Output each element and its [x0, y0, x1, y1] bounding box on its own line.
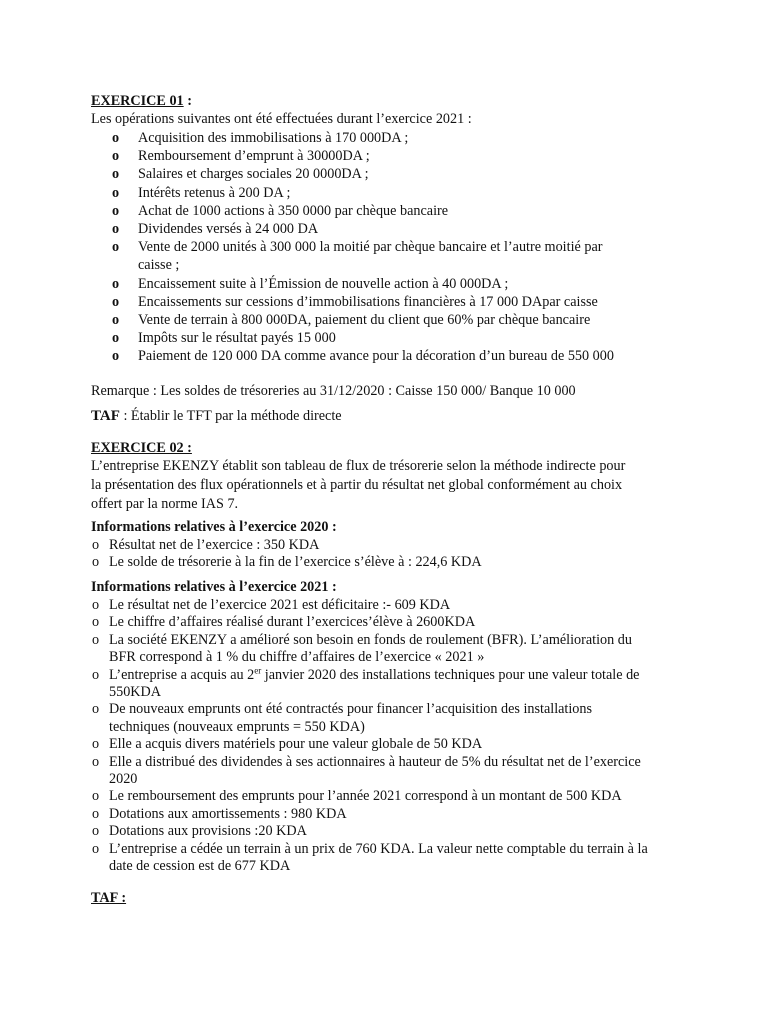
list-item: o Elle a distribué des dividendes à ses actionnaires à hauteur de 5% du résultat net de l’exercice	[92, 753, 641, 770]
info-2021-heading: Informations relatives à l’exercice 2021 :	[91, 579, 337, 595]
list-item: o Dividendes versés à 24 000 DA	[112, 221, 319, 238]
list-item-continuation: BFR correspond à 1 % du chiffre d’affaires de l’exercice « 2021 »	[109, 649, 485, 666]
exercise-1-heading	[91, 93, 192, 110]
list-item: o Impôts sur le résultat payés 15 000	[112, 330, 336, 347]
bullet-icon: o	[92, 614, 100, 631]
bullet-icon: o	[112, 166, 120, 183]
list-item: o Le remboursement des emprunts pour l’année 2021 correspond à un montant de 500 KDA	[92, 788, 622, 805]
bullet-icon: o	[112, 348, 120, 365]
bullet-icon: o	[92, 597, 100, 613]
bullet-icon: o	[92, 631, 100, 648]
list-item-continuation: date de cession est de 677 KDA	[109, 858, 291, 875]
list-item: o Achat de 1000 actions à 350 0000 par chèque bancaire	[112, 202, 449, 219]
info-2020-list	[92, 537, 482, 572]
list-item: o Acquisition des immobilisations à 170 000DA ;	[112, 130, 409, 146]
info-2021-list	[92, 597, 648, 876]
list-item: o Elle a acquis divers matériels pour une valeur globale de 50 KDA	[92, 736, 483, 753]
bullet-icon: o	[112, 312, 120, 329]
bullet-icon: o	[92, 537, 100, 553]
list-item: o De nouveaux emprunts ont été contractés pour financer l’acquisition des installations	[92, 701, 593, 718]
exercise-2-intro: L’entreprise EKENZY établit son tableau de flux de trésorerie selon la méthode indirecte pour la présentation des flux opérationnels et à partir du résultat net global conformément au choix offert par la norme IAS 7.	[91, 458, 626, 512]
list-item-continuation: caisse ;	[138, 257, 180, 274]
bullet-icon: o	[112, 130, 120, 146]
exercise-2-title: EXERCICE 02 :	[91, 440, 192, 456]
list-item-continuation: 2020	[109, 771, 138, 788]
list-item: o Encaissement suite à l’Émission de nouvelle action à 40 000DA ;	[112, 275, 509, 292]
list-item: o Encaissements sur cessions d’immobilisations financières à 17 000 DApar caisse	[112, 293, 598, 310]
taf-instruction: : Établir le TFT par la méthode directe	[119, 408, 342, 424]
bullet-icon: o	[92, 736, 100, 753]
exercise-1-taf	[91, 408, 342, 425]
list-item: o Salaires et charges sociales 20 0000DA ;	[112, 166, 369, 183]
exercise-1-title-colon: :	[183, 93, 192, 109]
exercise-1-title: EXERCICE 01	[91, 93, 184, 109]
list-item: o Remboursement d’emprunt à 30000DA ;	[112, 148, 370, 165]
bullet-icon: o	[112, 239, 120, 256]
bullet-icon: o	[112, 275, 120, 292]
list-item-continuation: 550KDA	[109, 684, 162, 701]
list-item: o Vente de terrain à 800 000DA, paiement du client que 60% par chèque bancaire	[112, 312, 591, 329]
bullet-icon: o	[92, 840, 100, 857]
bullet-icon: o	[92, 788, 100, 805]
bullet-icon: o	[112, 330, 120, 347]
bullet-icon: o	[112, 293, 120, 310]
list-item: o Dotations aux amortissements : 980 KDA	[92, 805, 347, 822]
exercise-1-intro: Les opérations suivantes ont été effectuées durant l’exercice 2021 :	[91, 111, 472, 127]
bullet-icon: o	[112, 184, 120, 201]
exercise-1-operations-list	[112, 129, 614, 366]
bullet-icon: o	[92, 666, 100, 683]
list-item: o L’entreprise a cédée un terrain à un prix de 760 KDA. La valeur nette comptable du terrain à la	[92, 840, 648, 857]
list-item: o Résultat net de l’exercice : 350 KDA	[92, 537, 320, 553]
list-item: o La société EKENZY a amélioré son besoin en fonds de roulement (BFR). L’amélioration du	[92, 631, 632, 648]
exercise-2-taf: TAF :	[91, 890, 127, 906]
info-2020-heading: Informations relatives à l’exercice 2020 :	[91, 519, 337, 535]
list-item: o Intérêts retenus à 200 DA ;	[112, 184, 291, 201]
bullet-icon: o	[112, 221, 120, 238]
list-item: o Le solde de trésorerie à la fin de l’exercice s’élève à : 224,6 KDA	[92, 554, 482, 571]
list-item: o Dotations aux provisions :20 KDA	[92, 823, 307, 840]
list-item: o Vente de 2000 unités à 300 000 la moitié par chèque bancaire et l’autre moitié par	[112, 239, 603, 256]
bullet-icon: o	[92, 753, 100, 770]
list-item: o Paiement de 120 000 DA comme avance pour la décoration d’un bureau de 550 000	[112, 348, 614, 365]
bullet-icon: o	[92, 823, 100, 840]
bullet-icon: o	[92, 554, 100, 571]
list-item: o Le résultat net de l’exercice 2021 est déficitaire :- 609 KDA	[92, 597, 451, 613]
bullet-icon: o	[112, 202, 120, 219]
list-item: o L’entreprise a acquis au 2er janvier 2020 des installations techniques pour une valeur totale de	[92, 664, 640, 683]
taf-label: TAF	[91, 408, 120, 424]
bullet-icon: o	[112, 148, 120, 165]
bullet-icon: o	[92, 701, 100, 718]
list-item: o Le chiffre d’affaires réalisé durant l’exercices’élève à 2600KDA	[92, 614, 476, 631]
exercise-1-remark: Remarque : Les soldes de trésoreries au 31/12/2020 : Caisse 150 000/ Banque 10 000	[91, 383, 576, 399]
list-item-continuation: techniques (nouveaux emprunts = 550 KDA)	[109, 718, 365, 735]
bullet-icon: o	[92, 805, 100, 822]
